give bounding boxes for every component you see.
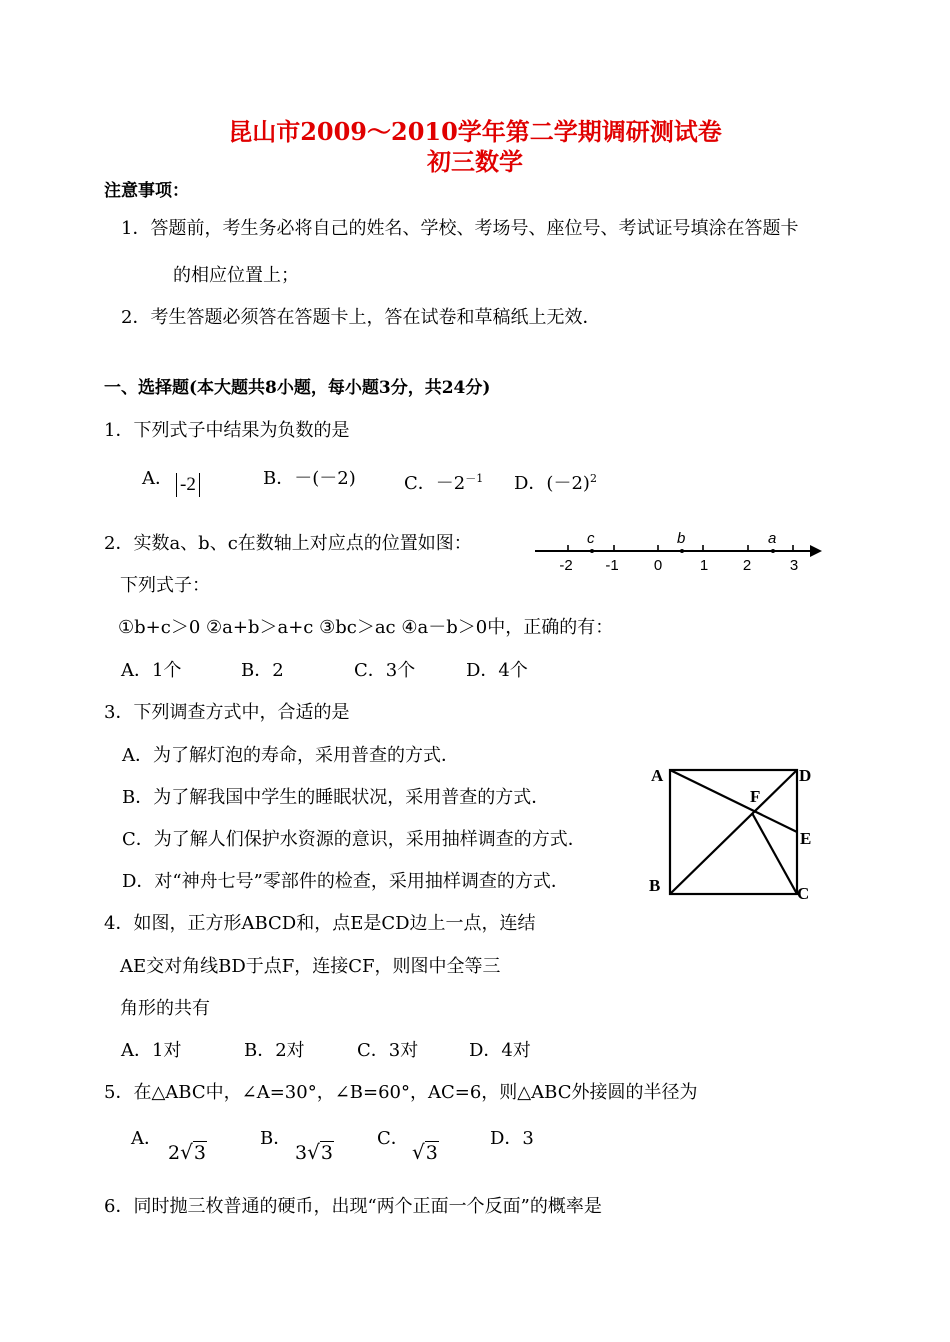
diagonal-bd (670, 770, 797, 894)
q2-option-d: D．4个 (466, 660, 528, 681)
tick-label-0: 0 (653, 557, 663, 574)
q5-option-b-label: B． (260, 1128, 292, 1149)
q5-option-a-radical (180, 1140, 207, 1165)
number-line-arrow (810, 545, 822, 557)
q5-option-c-radicand: 3 (425, 1142, 438, 1164)
point-a (771, 549, 775, 553)
q4-option-b: B．2对 (244, 1040, 305, 1061)
exam-title: 昆山市2009～2010学年第二学期调研测试卷 (228, 117, 722, 146)
q4-option-d: D．4对 (469, 1040, 531, 1061)
notice-item-1-cont: 的相应位置上； (173, 265, 299, 286)
square-root-icon: √ (180, 1140, 193, 1164)
square-abcd-figure (645, 760, 825, 905)
q3-option-a: A．为了解灯泡的寿命，采用普查的方式． (122, 745, 459, 766)
q3-option-b: B．为了解我国中学生的睡眠状况，采用普查的方式． (122, 787, 550, 808)
question-4-stem-line-2: AE交对角线BD于点F，连接CF，则图中全等三 (120, 956, 501, 977)
question-5-stem: 5．在△ABC中，∠A=30°，∠B=60°，AC=6，则△ABC外接圆的半径为 (104, 1082, 698, 1103)
vertex-label-d: D (799, 766, 812, 785)
question-4-stem-line-1: 4．如图，正方形ABCD和，点E是CD边上一点，连结 (104, 913, 536, 934)
tick-label-minus-1: -1 (605, 557, 619, 574)
point-c (590, 549, 594, 553)
q5-option-d: D．3 (490, 1128, 534, 1149)
q1-option-d-exponent: 2 (589, 472, 597, 485)
square-root-icon: √ (412, 1140, 425, 1164)
question-1-stem: 1．下列式子中结果为负数的是 (104, 420, 350, 441)
q5-option-c-label: C． (377, 1128, 409, 1149)
vertex-label-c: C (797, 884, 810, 903)
q1-option-d-base: D．(－2) (514, 473, 590, 494)
q1-option-c-base: C．－2 (404, 473, 466, 494)
point-label-c: c (587, 530, 595, 547)
q4-option-a: A．1对 (121, 1040, 182, 1061)
q4-option-c: C．3对 (357, 1040, 419, 1061)
point-label-f: F (750, 787, 761, 806)
question-2-line-3: ①b+c＞0 ②a+b＞a+c ③bc＞ac ④a－b＞0中，正确的有： (118, 617, 614, 638)
q5-option-a-label: A． (131, 1128, 162, 1149)
q5-option-b-radicand: 3 (320, 1142, 333, 1164)
q1-option-a-label: A． (142, 468, 173, 489)
q5-option-b-radical (307, 1140, 334, 1165)
notice-item-2: 2．考生答题必须答在答题卡上，答在试卷和草稿纸上无效． (121, 307, 601, 328)
notice-item-1: 1．答题前，考生务必将自己的姓名、学校、考场号、座位号、考试证号填涂在答题卡 (121, 218, 799, 239)
question-2-stem: 2．实数a、b、c在数轴上对应点的位置如图： (104, 533, 472, 554)
notice-heading: 注意事项： (104, 181, 189, 201)
segment-ae (670, 770, 797, 832)
q1-option-d (514, 467, 597, 496)
q5-option-c-radical (412, 1140, 439, 1165)
vertex-label-b: B (649, 876, 661, 895)
point-b (680, 549, 684, 553)
point-label-b: b (677, 530, 686, 547)
q5-option-a-radicand: 3 (193, 1142, 206, 1164)
square-root-icon: √ (307, 1140, 320, 1164)
section-heading-choice: 一、选择题(本大题共8小题，每小题3分，共24分) (104, 378, 491, 398)
question-2-line-2: 下列式子： (120, 575, 210, 596)
number-line-figure (530, 528, 825, 576)
vertex-label-a: A (651, 766, 664, 785)
point-label-a: a (768, 530, 777, 547)
q2-option-a: A．1个 (121, 660, 182, 681)
q1-option-b: B．－(－2) (263, 468, 356, 489)
q1-option-c-exponent: －1 (465, 472, 484, 485)
segment-cf (752, 813, 797, 894)
q5-option-c-value (412, 1140, 439, 1165)
tick-label-2: 2 (742, 557, 752, 574)
q3-option-d: D．对“神舟七号”零部件的检查，采用抽样调查的方式． (122, 871, 569, 892)
point-label-e: E (800, 829, 812, 848)
question-6-stem: 6．同时抛三枚普通的硬币，出现“两个正面一个反面”的概率是 (104, 1196, 602, 1217)
q5-option-b-value (295, 1140, 334, 1165)
question-3-stem: 3．下列调查方式中，合适的是 (104, 702, 350, 723)
q5-option-b-coefficient: 3 (295, 1142, 308, 1164)
q5-option-a-value (168, 1140, 207, 1165)
tick-label-3: 3 (789, 557, 799, 574)
question-4-stem-line-3: 角形的共有 (120, 998, 210, 1019)
tick-label-1: 1 (699, 557, 709, 574)
q5-option-a-coefficient: 2 (168, 1142, 181, 1164)
tick-label-minus-2: -2 (559, 557, 573, 574)
exam-subtitle: 初三数学 (427, 147, 523, 176)
q2-option-c: C．3个 (354, 660, 416, 681)
q1-option-c (404, 467, 483, 496)
q3-option-c: C．为了解人们保护水资源的意识，采用抽样调查的方式． (122, 829, 586, 850)
q2-option-b: B．2 (241, 660, 284, 681)
q1-option-a-abs-value: -2 (176, 473, 200, 497)
